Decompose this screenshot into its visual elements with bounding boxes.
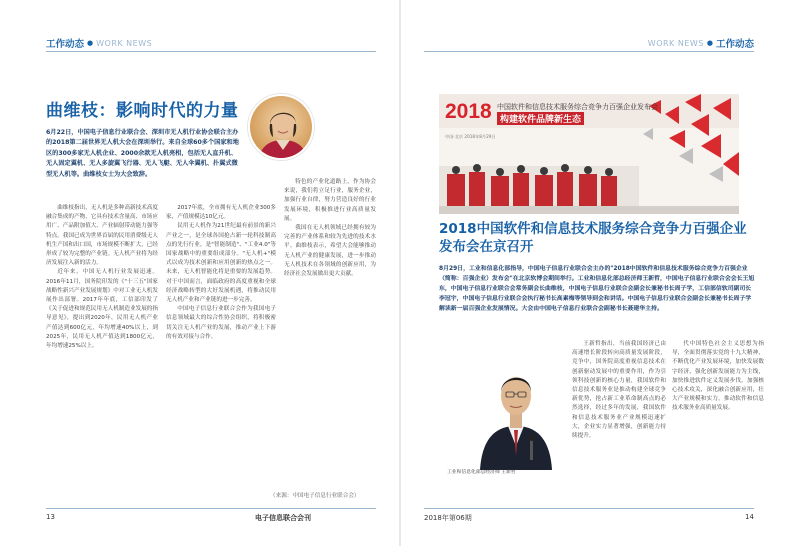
speaker-photo-caption: 工业和信息化部总经济师 王新哲 [447, 470, 516, 475]
section-title-cn: 工作动态 [715, 39, 754, 50]
left-article-title: 曲维枝：影响时代的力量 [46, 101, 239, 121]
page-fold [399, 0, 401, 546]
speaker-portrait-photo [248, 94, 314, 160]
right-body-column-1 [572, 340, 666, 500]
left-page-number: 13 [46, 513, 55, 521]
section-title-en: WORK NEWS [647, 38, 704, 48]
speaker-illustration [470, 340, 562, 470]
speaker-photo [470, 340, 562, 470]
left-page-header [46, 36, 152, 50]
left-body-column-3 [284, 178, 376, 500]
left-body-column-2 [166, 204, 276, 500]
paragraph: 民用无人机作为21世纪最有前景的新兴产业之一，是全球各国抢占新一轮科技制高点的先行行业，是"智能制造"、"工业4.0"等国家战略中的重要组成部分。"无人机+"模式以成为技术创新和应用创新的热点之一。未来，无人机智能化将是重要的发展趋势。对于中国而言，面临政府的高度重视和全球经济战略转型的大好发展机遇，将推动民用无人机产业和产业链的进一步完善。 [166, 223, 276, 304]
left-article-lead: 6月22日，中国电子信息行业联合会、深圳市无人机行业协会联合主办的2018第二届世界无人机大会在深圳举行。来自全球60多个国家和地区的300多家无人机企业、2000余款无人机亮相，包括无人直升机、无人固定翼机、无人多旋翼飞行器、无人飞艇、无人伞翼机、扑翼式微型无人机等。曲维枝女士为大会致辞。 [46, 129, 239, 178]
right-body-column-2 [672, 340, 764, 500]
right-article-title: 2018中国软件和信息技术服务综合竞争力百强企业发布会在京召开 [439, 221, 747, 255]
section-title-en: WORK NEWS [96, 38, 153, 48]
paragraph: 代中国特色社会主义思想为指导，全面贯彻落实党的十九大精神，不断优化产业发展环境，加快发展数字经济，强化创新发展能力为主线，加快推进软件定义发展步伐，加强核心技术攻关，深化融合创新应用，壮大产业规模和实力，推动软件和信息技术服务业高质量发展。 [672, 341, 764, 412]
paragraph: 2017年底，全市拥有无人机企业300多家，产值规模达10亿元。 [166, 205, 276, 221]
right-article-lead: 8月29日，工业和信息化部指导，中国电子信息行业联合会主办的"2018中国软件和信息技术服务综合竞争力百强企业（简称：百强企业）发布会"在北京软博会期间举行。工业和信息化部总经济师王新哲，中国电子信息行业联合会会长王旭东，中国电子信息行业联合会常务副会长曲维枝，中国电子信息行业联合会副会长兼秘书长周子学，工信部信软司副司长李冠宇，中国电子信息行业联合会执行秘书长高素梅等领导到会和讲话。中国电子信息行业联合会副会长兼秘书长周子学解读新一届百强企业发展情况。大会由中国电子信息行业联合会副秘书长聂建华主持。 [439, 266, 755, 312]
portrait-illustration [250, 96, 314, 160]
right-page-header [648, 36, 754, 50]
magazine-name: 电子信息联合会刊 [255, 514, 311, 522]
banner-slogan: 构建软件品牌新生态 [497, 112, 584, 125]
paragraph: 曲维枝指出，无人机是多种高新技术高度融合集成的产物，它具有技术含量高、市场应用广、产品附加值大、产业辐射带动能力强等特点。我国已成为世界首届的民用消费级无人机生产国和出口国，市场规模不断扩大，已经形成了较为完整的产业链。无人机产业将为经济发展注入新的活力。 [46, 205, 158, 267]
banner-year: 2018 [445, 100, 492, 123]
header-rule-left [46, 51, 376, 52]
section-title-cn: 工作动态 [46, 39, 85, 50]
paragraph: 中国电子信息行业联合会作为我国电子信息领域最大的综合性协会组织，将积极密切关注无人机产业的发展，推动产业上下游的有效对接与合作。 [166, 306, 276, 340]
footer-rule-left [46, 508, 376, 509]
paragraph: 近年来，中国无人机行业发展迅速。2016年11月，国务院印发的《"十三五"国家战略性新兴产业发展规划》中对工业无人机发展作出部署。2017年年底，工信部印发了《关于促进和规范民用无人机制造业发展的指导意见》，提出到2020年，民用无人机产业产值达到600亿元，年均增速40%以上，到2025年，民用无人机产值达到1800亿元，年均增速25%以上。 [46, 269, 158, 350]
footer-rule-right [424, 508, 754, 509]
article-source-note: （来源：中国电子信息行业联合会） [270, 493, 360, 499]
event-banner-photo [439, 94, 739, 214]
left-body-column-1 [46, 204, 158, 500]
paragraph: 特色的产业化道路上，作为协会来说，我们将立足行业，服务企业，加强行业自律，努力营造良好的行业发展环境，积极推进行业高质量发展。 [284, 179, 376, 222]
issue-number: 2018年第06期 [424, 514, 472, 522]
separator-dot: ● [706, 39, 713, 47]
banner-date-location: 中国·北京 2018年8月29日 [445, 134, 496, 139]
paragraph: 我国在无人机领域已经拥有较为完善的产业体系和较为先进的技术水平。曲维枝表示，希望大会能够推动无人机产业的健康发展，进一步推动无人机技术在各领域的创新应用，为经济社会发展做出更大贡献。 [284, 225, 376, 278]
right-page-number: 14 [745, 513, 754, 521]
paragraph: 王新哲指出，当前我国经济已由高速增长阶段转向高质量发展阶段，竞争中，国务院高度重视信息技术在创新驱动发展中的重要作用，作为引领科技创新的核心力量，我国软件和信息技术服务业是推动构建全球竞争新优势，抢占新工业革命制高点的必然选择，经过多年的发展，我国软件和信息技术服务业产业规模迅速扩大，企业实力显著增强，创新能力持续提升。 [572, 341, 666, 440]
header-rule-right [424, 51, 754, 52]
banner-event-name: 中国软件和信息技术服务综合竞争力百强企业发布会 [497, 103, 658, 111]
separator-dot: ● [87, 39, 94, 47]
